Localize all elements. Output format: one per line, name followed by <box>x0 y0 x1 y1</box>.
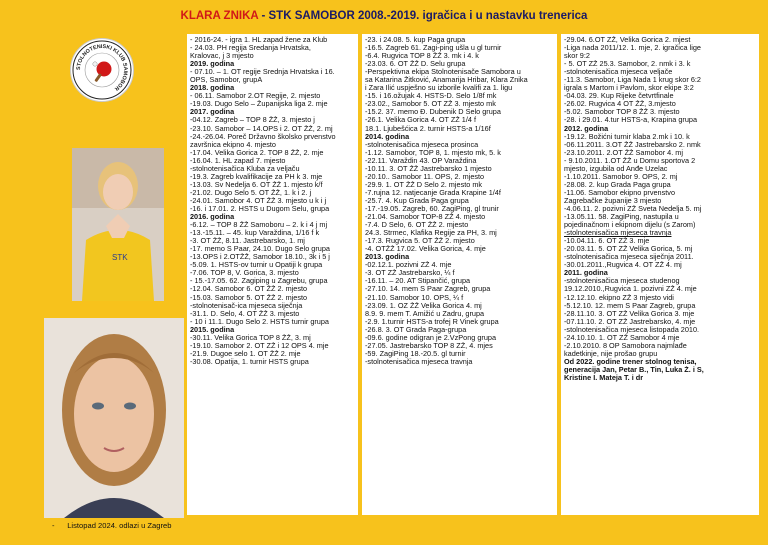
entry-line: završnica ekipno 4. mjesto <box>190 140 276 149</box>
entry-line: -21.04. Samobor TOP-8 ZŽ 4. mjesto <box>365 213 486 222</box>
entry-line: -19.10. Samobor 2. OT ZŽ i 12 OPS 4. mje <box>190 341 329 350</box>
entry-line: -15. i 16.ožujak 4. HSTS-D. Selo 1/8f mk <box>365 92 497 101</box>
logo-text: STOLNOTENISKI KLUB SAMOBOR <box>75 43 129 92</box>
entry-line: -25.7. 4. Kup Grada Paga grupa <box>365 196 469 205</box>
club-logo <box>70 38 134 102</box>
entry-line: -stolnotenisačica Kluba za veljaču <box>190 164 300 173</box>
entry-line: -stolnotenisač-ica mjeseca siječnja <box>190 301 303 310</box>
entry-line: -20.10.. Samobor 11. OPS, 2. mjesto <box>365 172 485 181</box>
entry-line: -Liga nada 2011/12. 1. mje, 2. igračica lige <box>564 44 701 53</box>
entry-line: -15.2. 37. memo Đ. Dubenik D Selo grupa <box>365 108 501 117</box>
entry-line: -29.04. 6.OT ZŽ, Velika Gorica 2. mjest <box>564 36 691 44</box>
entry-line: -23.02., Samobor 5. OT ZŽ 3. mjesto mk <box>365 100 496 109</box>
entry-line: -7.06. TOP 8, V. Gorica, 3. mjesto <box>190 269 299 278</box>
column-right <box>561 34 759 515</box>
entry-line: kadetkinje, nije prošao grupu <box>564 349 658 358</box>
entry-line: i Zara Ilić uspješno su izborile kvalifi za 1. ligu <box>365 84 513 93</box>
entry-line: -13.-15.11. – 45. kup Varaždina, 1/16 f k <box>190 229 320 238</box>
entry-line: -07.11.10. 2. OT ZŽ Jastrebarsko, 4. mje <box>564 317 696 326</box>
entry-line: -09.6. godine odigran je 2.VzPong grupa <box>365 333 497 342</box>
entry-line: -24.10.10. 1. OT ZŽ Samobor 4 mje <box>564 333 680 342</box>
entry-line: -5.02. Samobor TOP 8 ŽŽ 3. mjesto <box>564 108 680 117</box>
entry-line: -11.06. Samobor ekipno prvenstvo <box>564 188 676 197</box>
entry-line: -12.04. Samobor 6. OT ŽŽ 2. mjesto <box>190 285 308 294</box>
entry-line: Kralovac, j 3 mjesto <box>190 52 254 61</box>
entry-line: -Perspektivna ekipa Stolnotenisače Samobora u <box>365 68 521 77</box>
entry-line: - 06.11. Samobor 2.OT Regije, 2. mjesto <box>190 92 321 101</box>
entry-line: -stolnotenisačica mjeseca studenog <box>564 277 680 286</box>
footnote-text: Listopad 2024. odlazi u Zagreb <box>67 521 172 530</box>
entry-line: -stolnotenisačica mjeseca travnja <box>564 229 672 238</box>
entry-line: -04.03. 29. Kup Rijeke četvrtfinale <box>564 92 674 101</box>
entry-line: 2018. godina <box>190 84 235 93</box>
entry-line: -6.12. – TOP 8 ŽŽ Samoboru – 2. k i 4 j mj <box>190 221 328 230</box>
photo-girl-child <box>72 148 164 301</box>
entry-line: 2012. godina <box>564 124 609 133</box>
entry-line: -02.12.1. pozivni ZŽ 4. mje <box>365 261 452 270</box>
entry-line: -23.03. 6. OT ŽŽ D. Selu grupa <box>365 60 466 69</box>
column-middle <box>362 34 557 515</box>
entry-line: -30.08. Opatija, 1. turnir HSTS grupa <box>190 357 309 366</box>
entry-line: -13.OPS i 2.OTŽŽ, Samobor 18.10., 3k i 5 j <box>190 253 330 262</box>
column-left <box>187 34 358 515</box>
footnote-bullet: - <box>52 521 55 530</box>
entry-line: -12.12.10. ekipno ZŽ 3 mjesto vidi <box>564 293 674 302</box>
entry-line: OPS, Samobor, grupA <box>190 76 263 85</box>
entry-line: -1.10.2011. Samobor 9. OPS, 2. mj <box>564 172 678 181</box>
entry-line: -3. OT ZŽ Jastrebarsko, ¼ f <box>365 269 455 278</box>
entry-line: 2015. godina <box>190 325 235 334</box>
entry-line: -19.3. Zagreb kvalifikacije za PH k 3. mje <box>190 172 323 181</box>
entry-line: 19.12.2010.,Rugvica 1. pozivni ZŽ 4. mje <box>564 285 697 294</box>
entry-line: 2017. godina <box>190 108 235 117</box>
entry-line: -23.10. Samobor – 14.OPS i 2. OT ŽŽ, 2. mj <box>190 124 333 133</box>
entry-line: -24.-26.04. Poreč Državno školsko prvenstvo <box>190 132 336 141</box>
entry-line: -stolnotenisačica mjeseca siječnja 2011. <box>564 253 694 262</box>
entry-line: -7.4. D Selo, 6. OT ŽŽ 2. mjesto <box>365 221 469 230</box>
entry-line: -23.10.2011. 2.OT ŽŽ Samobor 4. mj <box>564 148 683 157</box>
entry-line: -4. OTŽŽ 17.02. Velika Gorica, 4. mje <box>365 245 486 254</box>
entry-line: -17.-19.05. Zagreb, 60. ZagiPing, gl trunir <box>365 204 499 213</box>
entry-line: - 10 i 11.1. Dugo Selo 2. HSTS turnir grupa <box>190 317 329 326</box>
entry-line: -23. i 24.08. 5. kup Paga grupa <box>365 36 466 44</box>
title-name: KLARA ZNIKA <box>180 10 259 22</box>
entry-line: Zagrebačke županije 3 mjesto <box>564 196 662 205</box>
entry-line: -17.04. Velika Gorica 2. TOP 8 ŽŽ, 2. mje <box>190 148 324 157</box>
entry-line: -16.11. – 20. AT Stipančić, grupa <box>365 277 471 286</box>
entry-line: -4.06.11. 2. pozivni ZŽ Sveta Nedelja 5. mj <box>564 204 702 213</box>
entry-line: igrala s Martom i Pavlom, skor ekipe 3:2 <box>564 84 694 93</box>
footnote <box>52 521 171 530</box>
entry-line: -20.03.11. 5. OT ZŽ Velika Gorica, 5. mj <box>564 245 693 254</box>
entry-line: -27.05. Jastrebarsko TOP 8 ZŽ, 4. mjes <box>365 341 493 350</box>
entry-line: -22.11. Varaždin 43. OP Varaždina <box>365 156 477 165</box>
entry-line: -13.03. Sv Nedelja 6. OT ŽŽ 1. mjesto k/f <box>190 180 323 189</box>
entry-line: -26.1. Velika Gorica 4. OT ZŽ 1/4 f <box>365 116 476 125</box>
entry-line: 2016. godina <box>190 213 235 222</box>
entry-line: -16.04. 1. HL zapad 7. mjesto <box>190 156 286 165</box>
entry-line: 2011. godina <box>564 269 608 278</box>
entry-line: -stolnotenisačica mjeseca prosinca <box>365 140 479 149</box>
entry-line: -19.03. Dugo Selo – Županijska liga 2. mje <box>190 100 328 109</box>
entry-line: -31.1. D. Selo, 4. OT ŽŽ 3. mjesto <box>190 309 300 318</box>
entry-line: -3. OT ŽŽ, 8.11. Jastrebarsko, 1. mj <box>190 237 305 246</box>
entry-line: -59. ZagiPing 18.-20.5. gl turnir <box>365 349 466 358</box>
entry-line: -28. i 29.01. 4.tur HSTS-a, Krapina grupa <box>564 116 698 125</box>
entry-line: -26.8. 3. OT Grada Paga-grupa <box>365 325 467 334</box>
photo-girl-teen <box>44 318 184 518</box>
entry-line: -28.11.10. 3. OT ZŽ Velika Gorica 3. mje <box>564 309 695 318</box>
entry-line: -15.03. Samobor 5. OT ŽŽ 2. mjesto <box>190 293 308 302</box>
title-rest: - STK SAMOBOR 2008.-2019. igračica i u nastavku trenerica <box>258 10 588 22</box>
entry-line: 2013. godina <box>365 253 410 262</box>
entry-line: - 07.10. – 1. OT regije Srednja Hrvatska i 16. <box>190 68 335 77</box>
entry-line: sa Katarina Žitković, Anamarija Hribar, Klara Znika <box>365 76 528 85</box>
entry-line: generacija Jan, Petar B., Tin, Luka Ž. i S, <box>564 365 704 374</box>
entry-line: -30.01.2011.,Rugvica 4. OT ZŽ 4. mj <box>564 261 682 270</box>
entry-line: - 2016-24. - igra 1. HL zapad žene za Klub <box>190 36 328 44</box>
entry-line: -21.9. Dugoe selo 1. OT ŽŽ 2. mje <box>190 349 301 358</box>
entry-line: -23.09. 1. OZ ŽŽ Velika Gorica 4. mj <box>365 301 482 310</box>
entry-line: Od 2022. godine trener stolnog tenisa, <box>564 357 697 366</box>
entry-line: 18.1. Ljubešćica 2. turnir HSTS-a 1/16f <box>365 124 491 133</box>
entry-line: -17. memo S Paar, 24.10. Dugo Selo grupa <box>190 245 330 254</box>
entry-line: -5.09. 1. HSTS-ov turnir u Opatiji k grupa <box>190 261 323 270</box>
entry-line: -10.11. 3. OT ŽŽ Jastrebarsko 1 mjesto <box>365 164 492 173</box>
entry-line: 24.3. Strmec, Klafika Regije za PH, 3. mj <box>365 229 497 238</box>
entry-line: -29.9. 1. OT ŽŽ D Selo 2. mjesto mk <box>365 180 483 189</box>
entry-line: -28.08. 2. kup Grada Paga grupa <box>564 180 671 189</box>
entry-line: -stolnotenisačica mjeseca listopada 2010. <box>564 325 700 334</box>
entry-line: Kristine I. Mateja T. i dr <box>564 373 644 382</box>
entry-line: -26.02. Rugvica 4 OT ŽŽ, 3.mjesto <box>564 100 676 109</box>
entry-line: -04.12. Zagreb – TOP 8 ŽŽ, 3. mjesto j <box>190 116 315 125</box>
entry-line: -6.4. Rugvica TOP 8 ŽŽ 3. mk i 4. k <box>365 52 479 61</box>
page-title <box>0 10 768 22</box>
entry-line: -06.11.2011. 3.OT ŽŽ Jastrebarsko 2. nmk <box>564 140 701 149</box>
entry-line: - 24.03. PH regija Sredanja Hrvatska, <box>190 44 311 53</box>
entry-line: -19.12. Božićni turnir klaba 2.mk i 10. k <box>564 132 690 141</box>
entry-line: -stolnotenisačica mjeseca veljače <box>564 68 673 77</box>
ball-icon <box>93 62 97 66</box>
entry-line: -16. i 17.01. 2. HSTS u Dugom Selu, grupa <box>190 204 330 213</box>
entry-line: -16.5. Zagreb 61. Zagi-ping ušla u gl turnir <box>365 44 502 53</box>
svg-text:STK: STK <box>112 253 128 262</box>
entry-line: - 9.10.2011. 1.OT ŽŽ u Domu sportova 2 <box>564 156 696 165</box>
entry-line: pojedinačnom i ekipnom dijelu (s Zarom) <box>564 221 696 230</box>
entry-line: -5.12.10. 12. mem S Paar Zagreb, grupa <box>564 301 696 310</box>
entry-line: -stolnotenisačica mjeseca travnja <box>365 357 473 366</box>
entry-line: -17.3. Rugvica 5. OT ŽŽ 2. mjesto <box>365 237 475 246</box>
entry-line: - 5. OT ZŽ 25.3. Samobor, 2. nmk i 3. k <box>564 60 691 69</box>
entry-line: -11.3. Samobor, Liga Nada 1 krug skor 6:2 <box>564 76 701 85</box>
entry-line: -13.05.11. 58. ZagiPing, nastupila u <box>564 213 679 222</box>
entry-line: skor 9:2 <box>564 52 590 61</box>
entry-line: -21.10. Samobor 10. OPS, ¼ f <box>365 293 464 302</box>
entry-line: -2.10.2010. 8 OP Samobora najmlađe <box>564 341 687 350</box>
entry-line: -24.01. Samobor 4. OT ŽŽ 3. mjesto u k i j <box>190 196 327 205</box>
entry-line: -7.rujna 12. natjecanje Grada Krapine 1/4f <box>365 188 501 197</box>
entry-line: - 15.-17.05. 62. Zagiping u Zagrebu, grupa <box>190 277 328 286</box>
entry-line: -2.9. 1.turnir HSTS-a trofej R Vinek grupa <box>365 317 499 326</box>
entry-line: -27.10. 14. mem S Paar Zagreb, grupa <box>365 285 491 294</box>
entry-line: -21.02. Dugo Selo 5. OT ŽŽ, 1. k i 2. j <box>190 188 312 197</box>
entry-line: -1.12. Samobor, TOP 8, 1. mjesto mk, 5. k <box>365 148 501 157</box>
entry-line: -10.04.11. 6. OT ZŽ 3. mje <box>564 237 650 246</box>
entry-line: 8.9. 9. mem T. Amižić u Zadru, grupa <box>365 309 485 318</box>
entry-line: -30.11. Velika Gorica TOP 8 ŽŽ, 3. mj <box>190 333 311 342</box>
entry-line: mjesto, izgubila od Anđe Uzelac <box>564 164 668 173</box>
entry-line: 2019. godina <box>190 60 235 69</box>
entry-line: 2014. godina <box>365 132 410 141</box>
